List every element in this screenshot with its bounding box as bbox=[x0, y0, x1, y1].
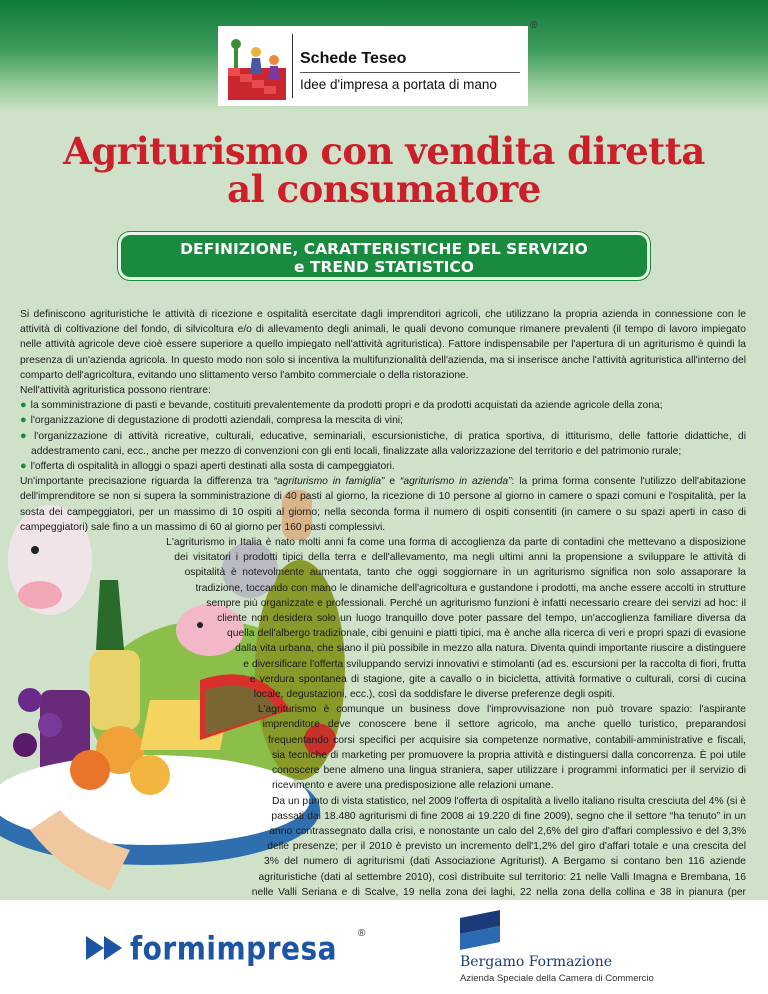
title-line-2: al consumatore bbox=[227, 167, 541, 211]
list-item: ● l'organizzazione di degustazione di prodotti aziendali, compresa la mescita di vini; bbox=[20, 414, 403, 427]
section-line-2: e TREND STATISTICO bbox=[294, 258, 474, 276]
paragraph-statistics: Da un punto di vista statistico, nel 2009 l'offerta di ospitalità a livello italiano risulta cresciuta del 4% (si è passati dai 18.480 agriturismi di fine 2008 ai 19.220 di fine 2009), segno che il settore “ha tenuto” in un anno contrassegnato dalla crisi, e nonostante un calo del 2,6% del giro d'affari complessivo e del 3,3% delle presenze; per il 2010 è previsto un incremento dell'1,2% del giro d'affari totale e una crescita del 3% del numero di agriturismi (dati Associazione Agriturist). A Bergamo si contano ben 116 aziende agrituristiche (dati al settembre 2010), così distribuite sul territorio: 21 nelle Valli Imagna e Brembana, 16 nelle Valli Seriana e di Scalve, 19 nella zona dei laghi, 22 nella zona della collina e 38 in pianura (per bbox=[251, 795, 746, 898]
brand-tagline: Idee d'impresa a portata di mano bbox=[300, 77, 497, 92]
bergamo-formazione-logo-icon bbox=[460, 910, 520, 950]
schede-teseo-logo bbox=[218, 26, 528, 106]
section-line-1: DEFINIZIONE, CARATTERISTICHE DEL SERVIZIO bbox=[180, 240, 588, 258]
formimpresa-logo bbox=[86, 928, 337, 968]
registered-mark: ® bbox=[530, 20, 538, 31]
paragraph-business: L'agriturismo è comunque un business dove l'improvvisazione non può trovare spazio: l'aspirante imprenditore deve conoscere bene il settore agricolo, ma anche quello turistico, preparandosi frequentando corsi specifici per acquisire sia competenze normative, contabili-amministrative e fiscali, sia tecniche di marketing per promuovere la propria attività e distinguersi dalla concorrenza. È poi utile conoscere bene almeno una lingua straniera, saper utilizzare i programmi informatici per il servizio di ricevimento e avere una predisposizione alle relazioni umane. bbox=[257, 704, 746, 792]
bullet-icon: ● bbox=[20, 414, 27, 427]
logo-divider bbox=[292, 34, 293, 98]
list-item: ● l'offerta di ospitalità in alloggi o spazi aperti destinati alla sosta di campeggiatori. bbox=[20, 460, 395, 473]
double-arrow-icon bbox=[86, 934, 130, 962]
bullet-icon: ● bbox=[20, 429, 31, 442]
paragraph-intro: Si definiscono agrituristiche le attività di ricezione e ospitalità esercitate dagli imprenditori agricoli, che utilizzano la propria azienda in connessione con le attività di coltivazione del fondo, di silvicoltura e/o di allevamento degli animali, le quali devono comunque rimanere prevalenti (il tempo di lavoro impiegato nelle attività agricole deve cioè essere superiore a quello impiegato nell'attività agrituristica). Fattore indispensabile per l'apertura di un agriturismo è quindi la presenza di un'azienda agricola. In questo modo non solo si incentiva la multifunzionalità dell'azienda, ma si inserisce anche l'attività agrituristica all'interno del comparto dell'agricoltura, evitando uno slittamento verso l'ambito commerciale o della ristorazione. bbox=[20, 309, 746, 381]
page-title bbox=[0, 129, 768, 211]
section-banner bbox=[118, 232, 650, 280]
title-line-1: Agriturismo con vendita diretta bbox=[63, 129, 705, 173]
paragraph-list-intro: Nell'attività agrituristica possono rientrare: bbox=[20, 385, 211, 397]
list-item: ● la somministrazione di pasti e bevande, costituiti prevalentemente da prodotti propri e da prodotti acquistati da aziende agricole della zona; bbox=[20, 399, 663, 412]
brand-name: Schede Teseo bbox=[300, 50, 407, 67]
formimpresa-registered: ® bbox=[358, 928, 366, 939]
formimpresa-wordmark: formimpresa bbox=[130, 929, 338, 967]
body-text bbox=[20, 307, 746, 994]
wrap-area bbox=[20, 535, 746, 915]
bergamo-formazione-name: Bergamo Formazione bbox=[460, 954, 613, 970]
paragraph-famiglia-azienda: Un'importante precisazione riguarda la differenza tra “agriturismo in famiglia” e “agriturismo in azienda”: la prima forma consente l'utilizzo dell'abitazione dell'imprenditore se non si supera la somministrazione di 40 pasti al giorno, la ricezione di 10 persone al giorno in camere o spazi comuni e l'ospitalità, per la sosta dei campeggiatori, per un massimo di 10 ospiti al giorno; nella seconda forma il numero di ospiti consentiti (in camere o su spazi aperti in caso di campeggiatori) sale fino a un massimo di 60 al giorno per 160 pasti complessivi. bbox=[20, 476, 746, 533]
activity-list bbox=[20, 398, 746, 474]
teseo-mascot-icon bbox=[226, 30, 288, 102]
bullet-icon: ● bbox=[20, 399, 27, 412]
paragraph-history: L'agriturismo in Italia è nato molti anni fa come una forma di accoglienza da parte di contadini che mettevano a disposizione dei visitatori i prodotti tipici della terra e dell'allevamento, ma negli ultimi anni la propensione a sviluppare le attività di ospitalità è notevolmente aumentata, tanto che oggi soggiornare in un agriturismo significa non solo assaporare la tradizione, toccando con mano le dinamiche dell'agricoltura e gustandone i prodotti, ma anche essere accolti in strutture sempre più organizzate e professionali. Perché un agriturismo funzioni è infatti necessario creare dei servizi ad hoc: il cliente non desidera solo un luogo tranquillo dove poter passare del tempo, un'accoglienza familiare diversa da quella dell'albergo tradizionale, cibi genuini e piatti tipici, ma è anche alla ricerca di veri e propri spazi di evasione dalla vita urbana, che siano il più possibile in mezzo alla natura. Diventa quindi importante riuscire a distinguere e diversificare l'offerta sviluppando servizi innovativi e stimolanti (ad es. escursioni per la raccolta di fiori, frutta e verdura spontanea di stagione, gite a cavallo o in bicicletta, attività formative o culturali, corsi di cucina locale, degustazioni, ecc.), così da soddisfare le diverse preferenze degli ospiti. bbox=[166, 537, 746, 701]
term-azienda: “agriturismo in azienda” bbox=[399, 476, 512, 488]
term-famiglia: “agriturismo in famiglia” bbox=[273, 476, 385, 488]
brand-rule bbox=[300, 72, 520, 73]
bullet-icon: ● bbox=[20, 460, 27, 473]
bergamo-formazione-subtitle: Azienda Speciale della Camera di Commercio bbox=[460, 973, 654, 984]
list-item: ● l'organizzazione di attività ricreative, culturali, educative, seminariali, escursionistiche, di pratica sportiva, di ittiturismo, delle fattorie didattiche, di addestramento cani, ecc., anche per mezzo di convenzioni con gli enti locali, finalizzate alla valorizzazione del territorio e del patrimonio rurale; bbox=[20, 429, 746, 457]
